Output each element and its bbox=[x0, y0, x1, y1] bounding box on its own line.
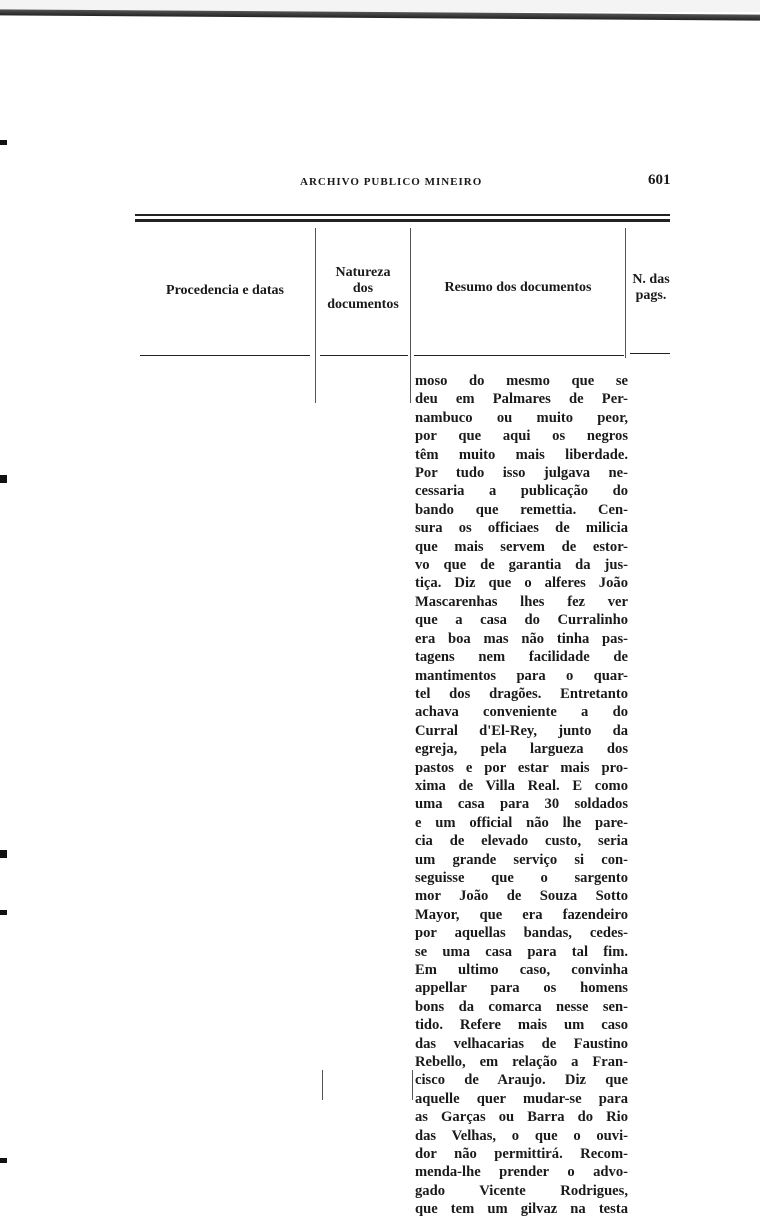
column-divider-1-bottom bbox=[322, 1070, 323, 1100]
text-line: que tem um gilvaz na testa bbox=[415, 1201, 628, 1218]
text-line: por que aqui os negros bbox=[415, 428, 628, 445]
running-title: ARCHIVO PUBLICO MINEIRO bbox=[300, 176, 483, 188]
margin-mark bbox=[0, 850, 7, 858]
text-line: bando que remettia. Cen- bbox=[415, 501, 628, 518]
text-line: aquelle quer mudar-se para bbox=[415, 1090, 628, 1107]
text-line: que a casa do Curralinho bbox=[415, 612, 628, 629]
header-separator-2 bbox=[320, 355, 408, 356]
column-divider-2-bottom bbox=[412, 1070, 413, 1100]
text-line: e um official não lhe pare- bbox=[415, 814, 628, 831]
text-line: xima de Villa Real. E como bbox=[415, 777, 628, 794]
document-summary-text bbox=[415, 372, 628, 1219]
text-line: Rebello, em relação a Fran- bbox=[415, 1054, 628, 1071]
text-line: achava conveniente a do bbox=[415, 704, 628, 721]
text-line: seguisse que o sargento bbox=[415, 869, 628, 886]
header-line: pags. bbox=[635, 288, 667, 303]
text-line: dor não permittirá. Recom- bbox=[415, 1146, 628, 1163]
header-separator-3 bbox=[414, 355, 624, 356]
text-line: Por tudo isso julgava ne- bbox=[415, 465, 628, 482]
text-line: tido. Refere mais um caso bbox=[415, 1017, 628, 1034]
margin-mark bbox=[0, 140, 7, 145]
header-separator-1 bbox=[140, 355, 310, 356]
text-line: das Velhas, o que o ouvi- bbox=[415, 1127, 628, 1144]
text-line: moso do mesmo que se bbox=[415, 373, 628, 389]
header-line: Natureza bbox=[335, 265, 391, 280]
text-line: das velhacarias de Faustino bbox=[415, 1035, 628, 1052]
text-line: era boa mas não tinha pas- bbox=[415, 630, 628, 647]
text-line: Mayor, que era fazendeiro bbox=[415, 906, 628, 923]
margin-mark bbox=[0, 475, 7, 483]
text-line: por aquellas bandas, cedes- bbox=[415, 925, 628, 942]
column-divider-2 bbox=[410, 228, 411, 403]
column-header-procedencia: Procedencia e datas bbox=[166, 283, 284, 298]
margin-mark bbox=[0, 910, 7, 915]
text-line: menda-lhe prender o advo- bbox=[415, 1164, 628, 1181]
text-line: cessaria a publicação do bbox=[415, 483, 628, 500]
header-rule-bottom bbox=[135, 219, 670, 222]
text-line: bons da comarca nesse sen- bbox=[415, 998, 628, 1015]
text-line: appellar para os homens bbox=[415, 980, 628, 997]
text-line: cisco de Araujo. Diz que bbox=[415, 1072, 628, 1089]
text-line: mor João de Souza Sotto bbox=[415, 888, 628, 905]
text-line: têm muito mais liberdade. bbox=[415, 446, 628, 463]
column-header-resumo: Resumo dos documentos bbox=[444, 280, 592, 295]
header-rule-top bbox=[135, 214, 670, 216]
header-line: documentos bbox=[327, 297, 399, 312]
text-line: tel dos dragões. Entretanto bbox=[415, 685, 628, 702]
text-line: Mascarenhas lhes fez ver bbox=[415, 593, 628, 610]
margin-mark bbox=[0, 1158, 7, 1163]
text-line: gado Vicente Rodrigues, bbox=[415, 1182, 628, 1199]
header-line: dos bbox=[352, 281, 374, 296]
column-header-pags bbox=[626, 272, 676, 304]
text-line: vo que de garantia da jus- bbox=[415, 557, 628, 574]
page-number: 601 bbox=[648, 172, 671, 188]
text-line: nambuco ou muito peor, bbox=[415, 409, 628, 426]
header-separator-4 bbox=[630, 353, 670, 354]
column-divider-1 bbox=[315, 228, 316, 403]
text-line: Em ultimo caso, convinha bbox=[415, 962, 628, 978]
text-line: sura os officiaes de milicia bbox=[415, 520, 628, 537]
header-line: N. das bbox=[632, 272, 670, 287]
text-line: cia de elevado custo, seria bbox=[415, 833, 628, 850]
text-line: tiça. Diz que o alferes João bbox=[415, 575, 628, 592]
text-line: mantimentos para o quar- bbox=[415, 667, 628, 684]
text-line: uma casa para 30 soldados bbox=[415, 796, 628, 813]
column-header-natureza bbox=[316, 265, 410, 313]
text-line: pastos e por estar mais pro- bbox=[415, 759, 628, 776]
text-line: um grande serviço si con- bbox=[415, 851, 628, 868]
text-line: tagens nem facilidade de bbox=[415, 649, 628, 666]
text-line: Curral d'El-Rey, junto da bbox=[415, 722, 628, 739]
text-line: se uma casa para tal fim. bbox=[415, 943, 628, 960]
text-line: egreja, pela largueza dos bbox=[415, 741, 628, 758]
text-line: deu em Palmares de Per- bbox=[415, 391, 628, 408]
text-line: as Garças ou Barra do Rio bbox=[415, 1109, 628, 1126]
text-line: que mais servem de estor- bbox=[415, 538, 628, 555]
